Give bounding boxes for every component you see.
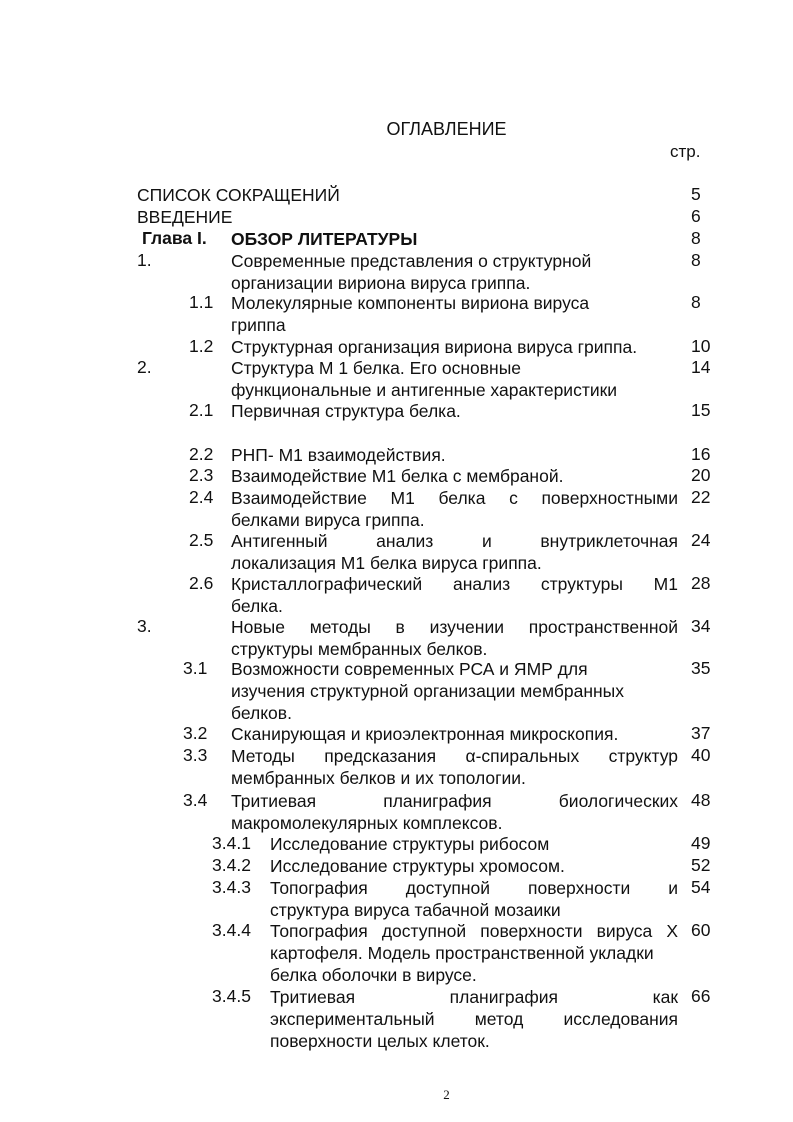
toc-entry-page: 22 xyxy=(691,487,711,507)
toc-entry-number: 2.6 xyxy=(189,573,214,593)
toc-entry-title-line: структура вируса табачной мозаики xyxy=(270,900,561,920)
toc-entry-title xyxy=(231,530,678,574)
toc-entry-title-line: мембранных белков и их топологии. xyxy=(231,768,526,788)
toc-entry-title-line: структуры мембранных белков. xyxy=(231,639,488,659)
toc-entry-title-line: картофеля. Модель пространственной укладки xyxy=(270,943,654,963)
toc-entry-page: 54 xyxy=(691,877,711,897)
toc-entry-title xyxy=(231,400,678,422)
toc-entry-number: Глава I. xyxy=(142,228,207,248)
toc-entry-title-line: гриппа xyxy=(231,315,286,335)
toc-entry-page: 14 xyxy=(691,357,711,377)
toc-entry-title xyxy=(137,206,537,228)
toc-entry-number: 3.4.4 xyxy=(212,920,251,940)
toc-entry-title xyxy=(231,658,678,724)
toc-entry-title xyxy=(270,877,678,921)
toc-entry-title-line: экспериментальный метод исследования xyxy=(270,1009,678,1029)
toc-entry-title-line: Исследование структуры хромосом. xyxy=(270,856,565,876)
toc-entry-title xyxy=(231,357,678,401)
toc-entry-number: 3. xyxy=(137,616,152,636)
toc-entry-title-line: белков. xyxy=(231,703,292,723)
toc-entry-title-line: Молекулярные компоненты вириона вируса xyxy=(231,293,590,313)
toc-entry-number: 1.2 xyxy=(189,336,214,356)
toc-entry-number: 3.4.2 xyxy=(212,855,251,875)
toc-entry-number: 3.1 xyxy=(183,658,208,678)
toc-entry-title-line: Возможности современных РСА и ЯМР для xyxy=(231,659,588,679)
toc-entry-number: 3.3 xyxy=(183,745,208,765)
toc-entry-page: 8 xyxy=(691,250,701,270)
toc-entry-page: 60 xyxy=(691,920,711,940)
toc-entry-title-line: Структурная организация вириона вируса гриппа. xyxy=(231,337,638,357)
toc-entry-page: 15 xyxy=(691,400,711,420)
toc-entry-number: 2.2 xyxy=(189,444,214,464)
toc-entry-title xyxy=(231,228,678,250)
toc-entry-title xyxy=(231,465,678,487)
toc-entry-title-line: белка оболочки в вирусе. xyxy=(270,965,477,985)
toc-entry-title-line: белка. xyxy=(231,596,283,616)
toc-entry-title xyxy=(231,616,678,660)
toc-entry-title-line: поверхности целых клеток. xyxy=(270,1031,490,1051)
toc-entry-page: 49 xyxy=(691,833,711,853)
toc-entry-page: 8 xyxy=(691,292,701,312)
toc-entry-number: 1. xyxy=(137,250,152,270)
page-column-label: стр. xyxy=(670,142,701,161)
toc-entry-number: 2. xyxy=(137,357,152,377)
toc-entry-title xyxy=(270,986,678,1052)
toc-entry-title xyxy=(137,184,537,206)
toc-entry-title-line: Антигенный анализ и внутриклеточная xyxy=(231,531,678,551)
toc-entry-title-line: Кристаллографический анализ структуры М1 xyxy=(231,574,678,594)
toc-entry-page: 8 xyxy=(691,228,701,248)
toc-entry-title-line: ВВЕДЕНИЕ xyxy=(137,207,233,227)
toc-entry-title-line: белками вируса гриппа. xyxy=(231,510,425,530)
toc-entry-page: 5 xyxy=(691,184,701,204)
toc-entry-title xyxy=(270,920,678,986)
toc-entry-title xyxy=(231,336,678,358)
toc-entry-title-line: Топография доступной поверхности и xyxy=(270,878,678,898)
toc-entry-title xyxy=(270,833,678,855)
toc-entry-title-line: РНП- М1 взаимодействия. xyxy=(231,445,446,465)
toc-entry-title-line: ОБЗОР ЛИТЕРАТУРЫ xyxy=(231,229,418,249)
toc-entry-title-line: Структура М 1 белка. Его основные xyxy=(231,358,522,378)
page-title: ОГЛАВЛЕНИЕ xyxy=(386,119,507,139)
toc-entry-page: 24 xyxy=(691,530,711,550)
toc-entry-title-line: Методы предсказания α-спиральных структур xyxy=(231,746,678,766)
toc-entry-number: 3.4.5 xyxy=(212,986,251,1006)
toc-entry-title-line: Тритиевая планиграфия биологических xyxy=(231,791,678,811)
toc-entry-title xyxy=(231,250,678,294)
toc-entry-page: 66 xyxy=(691,986,711,1006)
toc-entry-page: 10 xyxy=(691,336,711,356)
toc-entry-title xyxy=(231,573,678,617)
toc-entry-title-line: Топография доступной поверхности вируса X xyxy=(270,921,678,941)
toc-entry-title-line: организации вириона вируса гриппа. xyxy=(231,273,531,293)
toc-entry-number: 3.4 xyxy=(183,790,208,810)
toc-entry-title-line: функциональные и антигенные характеристики xyxy=(231,380,618,400)
toc-entry-title-line: Тритиевая планиграфия как xyxy=(270,987,678,1007)
toc-entry-title xyxy=(270,855,678,877)
toc-entry-page: 52 xyxy=(691,855,711,875)
toc-entry-title-line: Сканирующая и криоэлектронная микроскопия. xyxy=(231,724,619,744)
toc-entry-title-line: Взаимодействие М1 белка с мембраной. xyxy=(231,466,564,486)
toc-entry-page: 40 xyxy=(691,745,711,765)
toc-entry-title xyxy=(231,790,678,834)
toc-entry-title xyxy=(231,292,678,336)
toc-entry-page: 6 xyxy=(691,206,701,226)
toc-entry-page: 48 xyxy=(691,790,711,810)
toc-entry-page: 20 xyxy=(691,465,711,485)
toc-entry-title-line: Современные представления о структурной xyxy=(231,251,592,271)
toc-entry-number: 3.4.1 xyxy=(212,833,251,853)
toc-entry-number: 2.4 xyxy=(189,487,214,507)
toc-entry-number: 2.3 xyxy=(189,465,214,485)
toc-entry-page: 34 xyxy=(691,616,711,636)
toc-entry-title xyxy=(231,487,678,531)
toc-entry-title xyxy=(231,745,678,789)
toc-entry-title-line: Первичная структура белка. xyxy=(231,401,461,421)
toc-entry-page: 16 xyxy=(691,444,711,464)
toc-entry-title-line: СПИСОК СОКРАЩЕНИЙ xyxy=(137,185,340,205)
page-number: 2 xyxy=(443,1087,450,1102)
toc-entry-number: 2.5 xyxy=(189,530,214,550)
toc-entry-title-line: локализация М1 белка вируса гриппа. xyxy=(231,553,542,573)
toc-entry-page: 35 xyxy=(691,658,711,678)
toc-entry-number: 3.4.3 xyxy=(212,877,251,897)
toc-entry-title xyxy=(231,444,678,466)
toc-entry-title-line: Исследование структуры рибосом xyxy=(270,834,550,854)
toc-entry-number: 2.1 xyxy=(189,400,214,420)
toc-entry-title-line: макромолекулярных комплексов. xyxy=(231,813,503,833)
toc-entry-title-line: Новые методы в изучении пространственной xyxy=(231,617,678,637)
toc-entry-number: 3.2 xyxy=(183,723,208,743)
toc-entry-page: 28 xyxy=(691,573,711,593)
toc-entry-page: 37 xyxy=(691,723,711,743)
toc-entry-number: 1.1 xyxy=(189,292,214,312)
toc-entry-title-line: изучения структурной организации мембранных xyxy=(231,681,624,701)
toc-entry-title-line: Взаимодействие М1 белка с поверхностными xyxy=(231,488,678,508)
toc-entry-title xyxy=(231,723,678,745)
